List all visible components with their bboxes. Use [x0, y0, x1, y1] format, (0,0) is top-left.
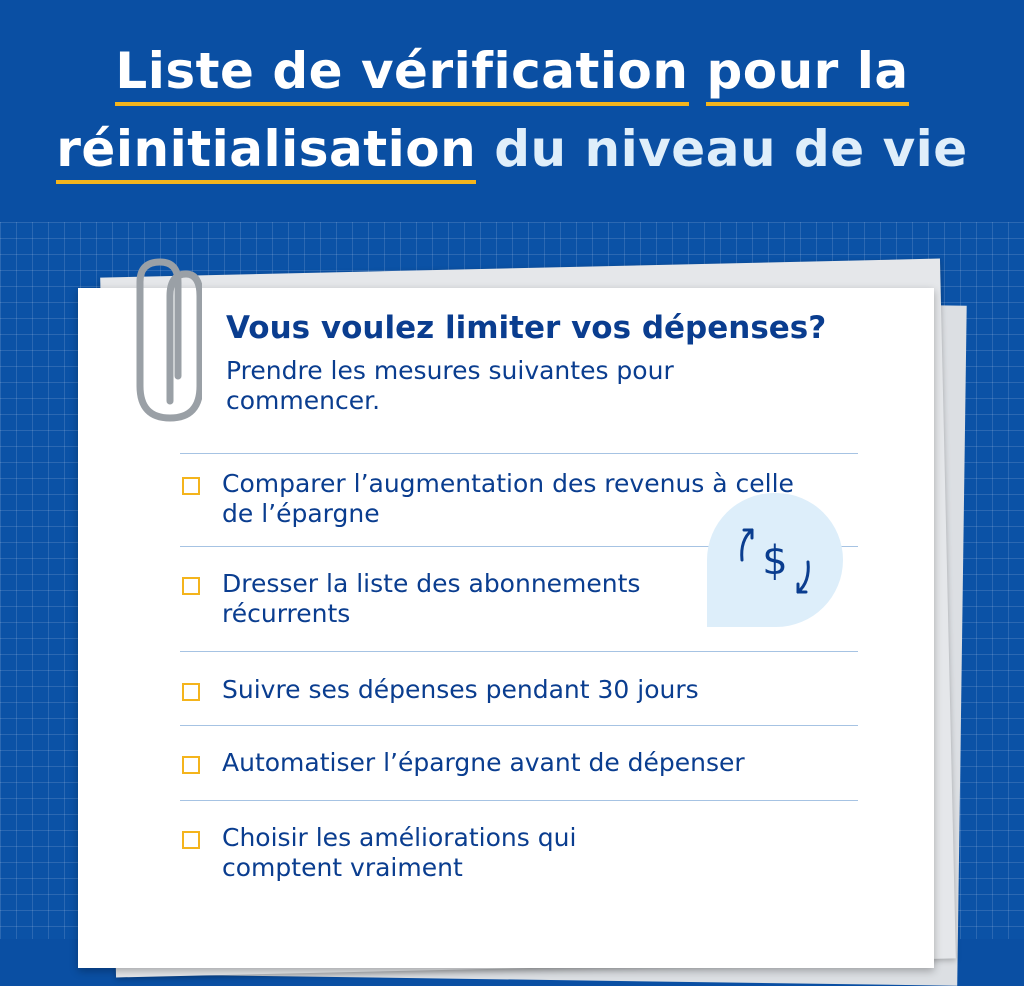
divider [180, 725, 858, 726]
checkbox[interactable] [182, 756, 200, 774]
checklist-item-label: Automatiser l’épargne avant de dépenser [222, 748, 745, 777]
divider [180, 453, 858, 454]
page-title [0, 32, 1024, 188]
checkbox[interactable] [182, 683, 200, 701]
title-highlight-1: Liste de vérification [115, 42, 688, 106]
checklist-heading: Vous voulez limiter vos dépenses? [226, 310, 827, 346]
checklist-item-label: Dresser la liste des abonnements récurrents [222, 569, 641, 628]
title-line-2 [0, 110, 1024, 188]
dollar-exchange-icon [730, 516, 820, 606]
divider [180, 800, 858, 801]
divider [180, 651, 858, 652]
title-plain-text: du niveau de vie [494, 120, 968, 178]
checkbox[interactable] [182, 477, 200, 495]
title-line-1 [0, 32, 1024, 110]
checkbox[interactable] [182, 831, 200, 849]
checklist-item-label: Suivre ses dépenses pendant 30 jours [222, 675, 699, 704]
checklist-item-label: Choisir les améliorations qui comptent vraiment [222, 823, 577, 882]
title-highlight-2: pour la [706, 42, 908, 106]
paperclip-icon [130, 256, 202, 424]
checklist-subheading: Prendre les mesures suivantes pour commencer. [226, 356, 674, 415]
checkbox[interactable] [182, 577, 200, 595]
title-highlight-3: réinitialisation [56, 120, 476, 184]
checklist-item-label: Comparer l’augmentation des revenus à celle de l’épargne [222, 469, 794, 528]
svg-text:$: $ [762, 538, 788, 584]
